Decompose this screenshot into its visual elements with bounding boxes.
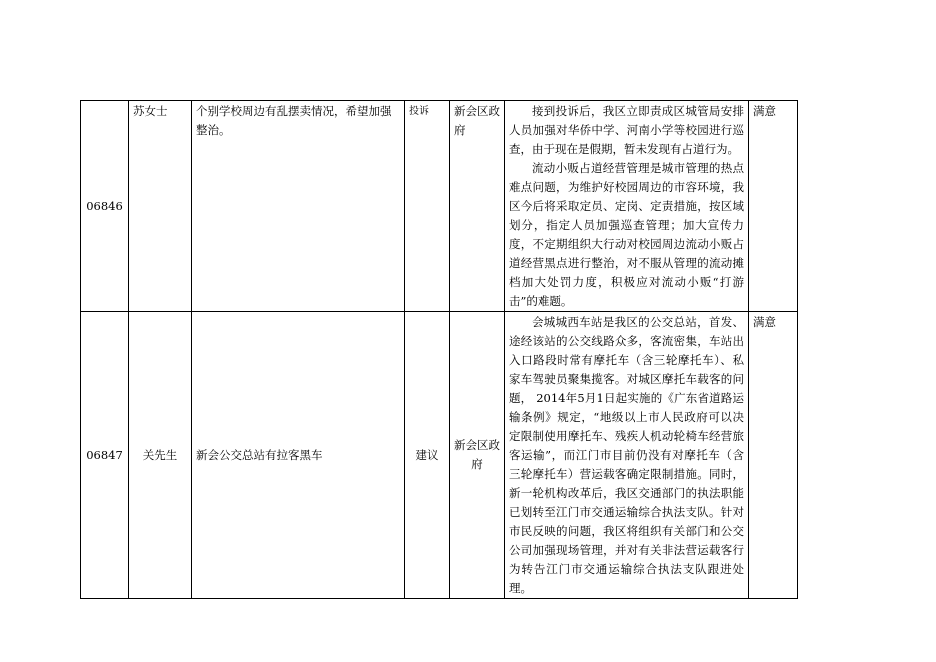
petitioner-name: 苏女士 <box>129 101 192 312</box>
complaint-records-table <box>80 100 798 599</box>
table-row <box>81 312 798 599</box>
reply-text <box>505 101 749 312</box>
reply-paragraph: 流动小贩占道经营管理是城市管理的热点难点问题，为维护好校园周边的市容环境，我区今后将采取定员、定岗、定责措施，按区域划分，指定人员加强巡查管理；加大宣传力度，不定期组织大行动对校园周边流动小贩占道经营黑点进行整治，对不服从管理的流动摊档加大处罚力度，积极应对流动小贩“打游击”的难题。 <box>509 161 744 308</box>
table-row <box>81 101 798 312</box>
complaint-type: 建议 <box>405 312 450 599</box>
record-id: 06847 <box>81 312 129 599</box>
complaint-content: 个别学校周边有乱摆卖情况，希望加强整治。 <box>192 101 405 312</box>
petitioner-name: 关先生 <box>129 312 192 599</box>
complaint-type: 投诉 <box>405 101 450 312</box>
reply-paragraph: 接到投诉后，我区立即责成区城管局安排人员加强对华侨中学、河南小学等校园进行巡查，由于现在是假期，暂未发现有占道行为。 <box>509 104 744 156</box>
satisfaction-status: 满意 <box>749 312 798 599</box>
record-id: 06846 <box>81 101 129 312</box>
handling-department: 新会区政府 <box>450 101 505 312</box>
satisfaction-status: 满意 <box>749 101 798 312</box>
reply-paragraph: 会城城西车站是我区的公交总站，首发、途经该站的公交线路众多，客流密集，车站出入口路段时常有摩托车（含三轮摩托车）、私家车驾驶员聚集揽客。对城区摩托车载客的问题， 2014年5月1日起实施的《广东省道路运输条例》规定，“地级以上市人民政府可以决定限制使用摩托车、残疾人机动轮椅车经营旅客运输”，而江门市目前仍没有对摩托车（含三轮摩托车）营运载客确定限制措施。同时，新一轮机构改革后，我区交通部门的执法职能已划转至江门市交通运输综合执法支队。针对市民反映的问题，我区将组织有关部门和公交公司加强现场管理，并对有关非法营运载客行为转告江门市交通运输综合执法支队跟进处理。 <box>509 315 744 595</box>
handling-department: 新会区政府 <box>450 312 505 599</box>
reply-text <box>505 312 749 599</box>
complaint-content: 新会公交总站有拉客黑车 <box>192 312 405 599</box>
